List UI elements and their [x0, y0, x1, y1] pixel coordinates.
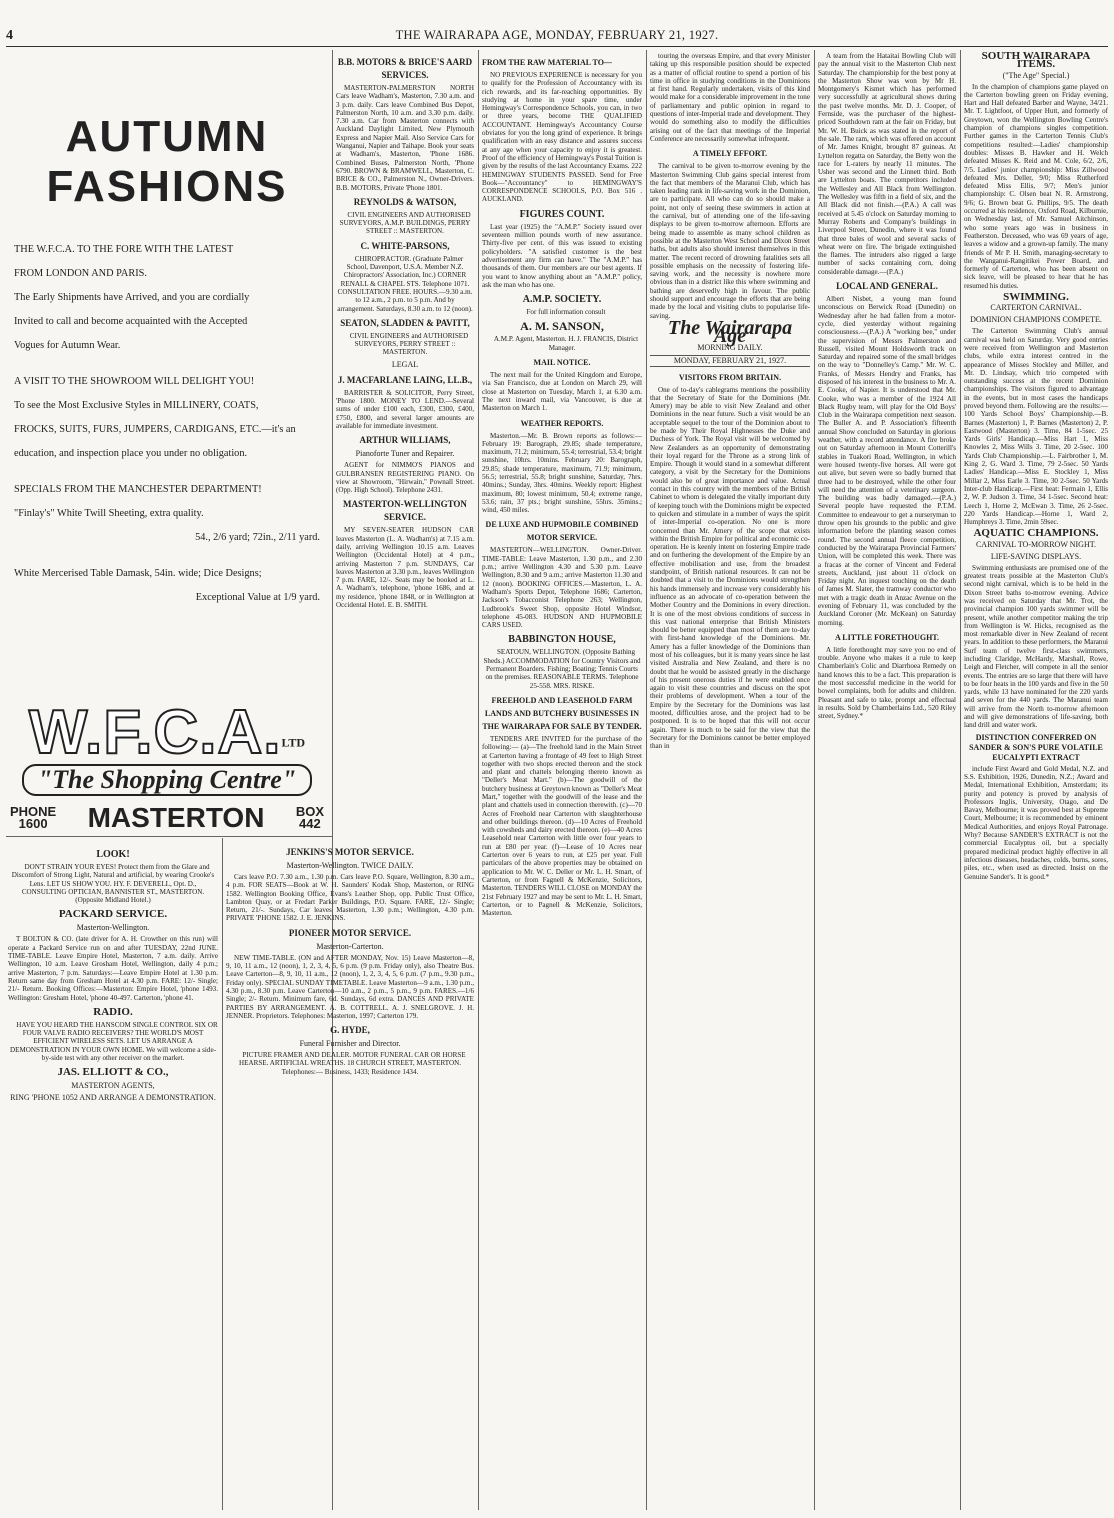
babbington-text: SEATOUN, WELLINGTON. (Opposite Bathing Sheds.) ACCOMMODATION for Country Visitors and Permanent Boarders. Fishing; Boating; Tennis Courts on the premises. REASONABLE TERMS. Telephone 25-558. MRS. RISKE. — [483, 648, 641, 690]
bb-text: MASTERTON-PALMERSTON NORTH Cars leave Wadham's, Masterton, 7.30 a.m. and 3 p.m. daily. Cars leave Combined Bus Depot, Palmerston North, 10 a.m. and 3.30 p.m. daily. 7.30 a.m. Car from Masterton connects with Auckland Daylight Limited, New Plymouth Express and Napier Mail. Also Service Cars for Wanganui, Napier and Taihape. Book your seats at Wadham's, Masterton, 'Phone 1686. Combined Buses, Palmerston North, 'Phone 6790. BROWN & BRAMWELL, Masterton, C. BRICE & CO., Palmerston N., Owner-Drivers. B.B. MOTORS, Private 'Phone 1801. — [336, 84, 474, 192]
ad-line: Exceptional Value at 1/9 yard. — [195, 592, 320, 603]
phone-label: PHONE — [10, 804, 57, 819]
swimming-sub1: CARTERTON CARNIVAL. — [990, 303, 1082, 313]
radio-heading: RADIO. — [93, 1005, 133, 1018]
swi-sub: ("The Age" Special.) — [1002, 70, 1070, 80]
column-divider — [478, 50, 479, 1510]
ad-line: To see the Most Exclusive Styles in MILLINERY, COATS, — [14, 400, 259, 411]
ad-line: 54., 2/6 yard; 72in., 2/11 yard. — [195, 532, 320, 543]
sanson-heading: A. M. SANSON, — [520, 319, 604, 334]
local-top-text: A team from the Hataitai Bowling Club will pay the annual visit to the Masterton Club next Saturday. The championship for the best pony at the Masterton Show was won by Mr H. Montgomery's Kismet which has performed very successfully at agricultural shows during the past twelve months. Mr. D. J. Cooper, of Fernside, was the purchaser of the highest-priced Southdown ram at the fair on Friday, but Mr. W. H. Buick as was stated in the report of the sale. The ram, which was offered on account of Mr. James Knight, brought 87 guineas. At Lyttelton regatta on Saturday, the Betty won the race for L-raters by nearly 11 minutes. The Usher was second and the Linnett third. Both are Lyttelton boats. The competitors included the Wellesley and All Black from Wellington. The Wellesley was fifth in a field of six, and the All Black did not finish.—(P.A.) A call was received at 5.45 o'clock on Saturday morning to Murray Roberts and Company's buildings in Liverpool Street, Dunedin, where it was found that three bales of wool and several sacks of wheat were on fire. The brigade extinguished the flames. The intruders also rigged a large number of sacks containing corn, doing considerable damage.—(P.A.) — [818, 52, 956, 276]
weather-heading: WEATHER REPORTS. — [520, 418, 604, 428]
figures-heading: FIGURES COUNT. — [519, 208, 605, 220]
amp-heading: A.M.P. SOCIETY. — [522, 294, 602, 306]
packard-text: T BOLTON & CO. (late driver for A. H. Crowther on this run) will operate a Packard Service run on and after TUESDAY, 22nd JUNE. TIME-TABLE. Leave Empire Hotel, Masterton, 7 a.m. daily. Arrive Wellington, 10 a.m. Leave Grosham Hotel, Wellington, daily 4 p.m.; arrive Masterton, 7 p.m. Saturdays:—Leave Empire Hotel at 1.30 p.m. Return same day from Gresham Hotel at 4.30 p.m. FARE: 12/- Single; 21/- Return. Booking Offices:—Masterton: Empire Hotel, 'phone 1493. Wellington: Gresham Hotel, 'phone 40-497. Carterton, 'phone 41. — [8, 935, 218, 1002]
radio-text: HAVE YOU HEARD THE HANSCOM SINGLE CONTROL SIX OR FOUR VALVE RADIO RECEIVERS? THE WORLD'S MOST EFFICIENT WIRELESS SETS. LET US ARRANGE A DEMONSTRATION IN YOUR OWN HOME. We will welcome a side-by-side test with any other receiver on the market. — [10, 1020, 218, 1063]
column-services-top — [336, 52, 474, 836]
ad-line: SPECIALS FROM THE MANCHESTER DEPARTMENT! — [14, 484, 262, 495]
arthur-text: AGENT for NIMMO'S PIANOS and GULBRANSEN REGISTERING PIANO. On view at Showroom, "Hirwain," Pownall Street. (Opp. High School). Telephone 2431. — [336, 461, 474, 495]
ad-line: Vogues for Autumn Wear. — [14, 340, 121, 351]
mw-text: MY SEVEN-SEATER HUDSON CAR leaves Masterton (L. A. Wadham's) at 7.15 a.m. daily, arriving Wellington 10.15 a.m. Leaves Wellington (Occidental Hotel) at 4 p.m., arriving Masterton 7 p.m. SUNDAYS, Car leaves Masterton at 3.30 p.m., leaves Wellington 7 p.m. FARE, 12/-. Seats may be booked at L. A. Wadham's, telephone, 'phone 1686, and at my residence, 'phone 1848, or in Wellington at Occidental Hotel. E. B. SMITH. — [336, 526, 474, 610]
visitors-heading: VISITORS FROM BRITAIN. — [678, 372, 782, 382]
jenkins-heading: JENKINS'S MOTOR SERVICE. — [286, 847, 414, 857]
freehold-text: TENDERS ARE INVITED for the purchase of the following:— (a)—The freehold land in the Main Street at Carterton having a frontage of 49 feet to High Street together with two shops erected thereon and the stock and plant and chattels belonging thereto known as "Deller's Meat Mart." (b)—The goodwill of the butchery business at Greytown known as "Deller's Meat Mart," together with the goodwill of the lease and the plant and chattels used in connection therewith. (c)—70 Acres of Freehold near Carterton with slaughterhouse and other buildings thereon. (d)—10 Acres of Freehold with cowsheds and dairy erected thereon. (e)—40 Acres Leasehold near Carterton with little over four years to run at £80 per year. (f)—Lease of 10 Acres near Carterton over 6 years to run, at £25 per year. Full particulars of the above properties may be obtained on application to Mr. W. C. Deller or Mr. L. H. Smart, of Carterton, or from Fagnell & McKenzie, Solicitors, Masterton. TENDERS WILL CLOSE on MONDAY the 21st February 1927 and may be sent to Mr. L. H. Smart, Carterton, or to Pagnell & McKenzie, Solicitors, Masterton. — [482, 734, 642, 918]
ad-line: "Finlay's" White Twill Sheeting, extra quality. — [14, 508, 204, 519]
swimming-sub2: DOMINION CHAMPIONS COMPETE. — [970, 315, 1102, 325]
ad-line: A VISIT TO THE SHOWROOM WILL DELIGHT YOU! — [14, 376, 255, 387]
ad-line: White Mercerised Table Damask, 54in. wide; Dice Designs; — [14, 568, 262, 579]
legal-label: LEGAL — [391, 359, 419, 369]
little-text: A little forethought may save you no end of trouble. Anyone who makes it a rule to keep Chamberlain's Colic and Diarrhoea Remedy on hand knows this to be a fact. This preparation is the most successful medicine in the world for bowel complaints, both for adults and children. Pleasant and safe to take, prompt and effectual in results. Sold by Chamberlains Ltd., 520 Riley street, Sydney.* — [818, 645, 956, 721]
box-label: BOX — [295, 804, 324, 819]
column-divider — [222, 838, 223, 1510]
aquatic-sub2: LIFE-SAVING DISPLAYS. — [990, 551, 1082, 561]
aquatic-text: Swimming enthusiasts are promised one of the greatest treats possible at the Masterton Club's second night carnival, which is to be held in the Dixon Street baths to-morrow evening. Advice was received on Saturday that Mr. Trot, the provincial champion 100 yards swimmer will be present, while another competitor making the trip from Wellington is W. Hicks, recognised as the most remarkable diver in New Zealand of recent years. In addition to these performers, the Maranui Surf team of twelve first-class swimmers, including Claridge, McHardy, Marshall, Rowe, Leigh and Fletcher, will compete in all the senior events. The entries are so large that there will have to be four heats in the 100 yards and five in the 50 yards, while 13 have nominated for the 220 yards and seven for the 440 yards. The Maranui team will arrive from the North to-morrow afternoon and will give demonstrations of life-saving, both land drill and water work. — [964, 563, 1108, 730]
ad-title: FASHIONS — [46, 162, 288, 211]
timely-heading: A TIMELY EFFORT. — [692, 149, 768, 159]
arthur-heading: ARTHUR WILLIAMS, — [359, 435, 451, 446]
deluxe-heading: DE LUXE AND HUPMOBILE COMBINED MOTOR SERVICE. — [485, 520, 639, 543]
ad-line: FROM LONDON AND PARIS. — [14, 268, 147, 279]
page-number: 4 — [6, 28, 13, 43]
hyde-sub: Funeral Furnisher and Director. — [299, 1039, 401, 1049]
mail-heading: MAIL NOTICE. — [533, 358, 591, 368]
hyde-heading: G. HYDE, — [330, 1025, 370, 1036]
ad-line: FROCKS, SUITS, FURS, JUMPERS, CARDIGANS, ETC.—it's an — [14, 424, 296, 435]
ad-line: The Early Shipments have Arrived, and you are cordially — [14, 292, 250, 303]
seaton-heading: SEATON, SLADDEN & PAVITT, — [340, 317, 470, 328]
mail-text: The next mail for the United Kingdom and Europe, via San Francisco, due at London on March 29, will close at Masterton on Tuesday, March 1, at 6.30 a.m. The next inward mail, via Vancouver, is due at Masterton on March 1. — [482, 371, 642, 413]
nameplate-title: The Wairarapa Age — [667, 316, 793, 348]
local-text: Albert Nisbet, a young man found unconscious on Berwick Road (Dunedin) on Wednesday after he had fallen from a motor-cycle, died yesterday without regaining consciousness.—(P.A.) A "working bee," under the supervision of Messrs Palmerston and Russell, visited Mount Holdsworth track on Saturday and repaired some of the small bridges on the way to "Donnelley's Camp." Mr. W. C. Franks, of Messrs Hendry and Franks, has disposed of his interest in the business to Mr. A. E. Cooke, of Napier. It is understood that Mr. Cooke, who was a member of the 1924 All Black Rugby team, will play for the Old Boys' Club in the Wairarapa competition next season. The Buller A. and P. Association's fifteenth annual Show concluded on Saturday in glorious weather, with a record attendance. A fire broke out on Saturday afternoon in Mount Cotterill's stables in Tuakori Road, Wellington, in which were housed twenty-five horses. All were got out alive, but seven were so badly burned that three had to be destroyed, while the other four will need the attention of a veterinary surgeon. The building was badly damaged.—(P.A.) Several people have requested the P.T.M. Committee to endeavour to get a nurseryman to throw open his grounds to the public and give information before the planting season comes round. The second annual fleece competition, conducted by the Wairarapa Provincial Farmers' Union, will be completed this week. There was a fracas at the corner of Vincent and Federal streets, Auckland, just about 11 o'clock on Friday night. An inquest touching on the death of James M. Slater, the tramway conductor who met with a tragic death in Anzac Avenue on the evening of February 11, was concluded by the Auckland Coroner (Mr. McKean) on Saturday morning. — [818, 295, 956, 627]
masthead-rule — [6, 46, 1108, 47]
little-heading: A LITTLE FORETHOUGHT. — [834, 632, 940, 642]
jenkins-text: Cars leave P.O. 7.30 a.m., 1.30 p.m. Cars leave P.O. Square, Wellington, 8.30 a.m., 4 p.m. FOR SEATS—Book at W. H. Saunders' Kodak Shop, Masterton, or RING 1582. Wellington Booking Office, Evans's Leather Shop, opp. Public Trust Office, Lambton Quay, or at Fredart Parker Buildings, P.O. Square. FARE, 12/- Single; Return, 21/-. Sundays, Car leaves Masterton, 1.30 p.m.; Wellington, 4.30 p.m. PRIVATE 'PHONE 1582. J. E. JENKINS. — [226, 873, 474, 923]
deluxe-text: MASTERTON—WELLINGTON. Owner-Driver. TIME-TABLE: Leave Masterton, 1.30 p.m., and 2.30 p.m.; arrive Wellington 4.30 and 5.30 p.m. Leave Wellington, 8.30 and 9 a.m.; arrive Masterton 11.30 and 12 (noon). BOOKING OFFICES.—Masterton, L. A. Wadham's Sports Depot, Telephone 1686; Carterton, Jackson's Tobacconist Telephone 263; Wellington, Ludbrook's Sweet Shop, opposite Hotel Windsor, telephone 45-083. HUDSON AND HUPMOBILE CARS USED. — [482, 546, 642, 630]
wfca-tagline: "The Shopping Centre" — [22, 764, 313, 796]
wfca-name: W.F.C.A. — [28, 698, 282, 767]
bb-heading: B.B. MOTORS & BRICE'S AARD SERVICES. — [337, 57, 473, 80]
phone-number: 1600 — [18, 816, 48, 831]
reynolds-heading: REYNOLDS & WATSON, — [353, 196, 457, 207]
sanson-text: A.M.P. Agent, Masterton. H. J. FRANCIS, District Manager. — [493, 335, 639, 352]
macfarlane-text: BARRISTER & SOLICITOR, Perry Street, 'Phone 1800. MONEY TO LEND.—Several sums of under £100 each, £300, £300, £400, £750, £800, and several larger amounts are available for immediate investment. — [336, 388, 474, 430]
box-number: 442 — [299, 816, 321, 831]
pioneer-heading: PIONEER MOTOR SERVICE. — [288, 927, 412, 938]
from-heading: FROM THE RAW MATERIAL TO— — [482, 58, 612, 67]
paper-title: THE WAIRARAPA AGE, MONDAY, FEBRUARY 21, 1927. — [395, 28, 719, 42]
sander-text: include First Award and Gold Medal, N.Z. and S.S. Exhibition, 1926, Dunedin, N.Z.; Award and Medal, International Exhibition, Amsterdam; its purity and potency is proved by analysis of Professors Inglis, University, Otago, and De Bavay, Melbourne; it was proved best at Supreme Court, Melbourne; it is recommended by eminent Medical Authorities, and enjoys Royal Patronage. Why? Because SANDER'S EXTRACT is not the commercial Eucalyptus oil, but a specially prepared medicinal product highly effective in all infectious diseases, headaches, colds, burns, sores, piles, etc., when used as directed. Insist on the Genuine Sander's. It is good.* — [964, 764, 1108, 881]
column-classifieds-left — [8, 844, 218, 1508]
elliott-ring: RING 'PHONE 1052 AND ARRANGE A DEMONSTRATION. — [10, 1093, 216, 1103]
timely-text: The carnival to be given to-morrow evening by the Masterton Swimming Club gains special interest from the fact that members of the Maranui Club, which has taken leading rank in life-saving work in the Dominion, are to participate. All who can do so should make a point, not only of seeing these swimmers in action at the carnival, but of attending one of the life-saving displays to be given to-morrow afternoon. Efforts are being made to assemble as many school children as possible at the Masterton West School and Dixon Street baths, but adults also should interest themselves in this matter. The recent record of drowning fatalities sets all possible emphasis on the necessity of fostering life-saving work, and the necessity is nowhere more obvious than in a district like this where swimming and bathing are deservedly high in favour. The public should support and encourage the efforts that are being made by the local and visiting clubs to popularise life-saving. — [650, 162, 810, 320]
column-divider — [960, 50, 961, 1510]
swi-heading: SOUTH WAIRARAPA ITEMS. — [981, 52, 1091, 71]
packard-sub: Masterton-Wellington. — [76, 923, 150, 933]
column-local — [818, 52, 956, 1508]
sander-heading: DISTINCTION CONFERRED ON SANDER & SON'S PURE VOLATILE EUCALYPTI EXTRACT — [969, 732, 1103, 762]
look-heading: LOOK! — [96, 849, 130, 860]
paper-nameplate — [650, 316, 810, 367]
column-notices — [482, 52, 642, 1508]
ad-title: AUTUMN — [65, 112, 269, 161]
column-editorial — [650, 52, 810, 1508]
reform-text: touring the overseas Empire, and that every Minister taking up this responsible position should be expected as a matter of official routine to spend a portion of his time in office in studying conditions in the Dominions at first hand. Regularly undertaken, visits of this kind would make for a considerable improvement in the tone of parliamentary and public opinion in regard to questions of inter-Imperial trade and development. They would do something also to modify the difficulties arising out of the fact that meetings of the Imperial Conference are necessarily somewhat infrequent. — [650, 52, 810, 143]
white-heading: C. WHITE-PARSONS, — [360, 240, 450, 251]
elliott-heading: JAS. ELLIOTT & CO., — [57, 1066, 169, 1079]
wfca-ltd: LTD — [281, 735, 306, 750]
weather-text: Masterton.—Mr. B. Brown reports as follows:— February 19: Barograph, 29.85; shade temperature, maximum, 71.2; minimum, 55.4; terrestrial, 53.4; bright sunshine, 10hrs. 10mins. February 20: Barograph, 29.85; shade temperature, maximum, 71.9; minimum, 56.5; terrestrial, 55.8; bright sunshine, Saturday, 7hrs. 40mins.; Sunday, 3hrs. 40mins. Weekly report: Highest maximum, 80; lowest minimum, 50.4; extreme range, 53.6; rain, 37 pts.; bright sunshine, 55hrs. 35mins.; wind, 450 miles. — [482, 431, 642, 515]
swi-text: In the champion of champions game played on the Carterton bowling green on Friday evening, Hart and Hall defeated Barber and Wayne, 34/21. Mr. T. Lightfoot, of Upper Hutt, and formerly of Greytown, won the Wellington Bowling Centre's champion of champions singles competition. Further games in the Carterton Tennis Club's competitions resulted:—Ladies' championship doubles: Misses B. Hawker and H. Welch defeated Misses K. Reid and M. Cole, 6/2, 2/6, 7/5. Ladies' junior championship: Miss Zillwood defeated Mrs. Deller, 9/0; Miss Rutherford defeated Miss Ellis, 9/7; Men's junior championship: C. Olsen beat N. R. Armstrong, 9/6; G. Brown beat G. Phillips, 9/5. The death occurred at his residence, Oxford Road, Kilburnie, on Wednesday last, of Mr. Samuel Aitchinson, who some years ago was in business in Featherston. Deceased, who was 69 years of age, leaves a widow and a grown-up family. The many friends of Mr P. H. Smith, managing-secretary to the Wanganui-Rangitikei Power Board, and formerly of Carterton, who has been absent on sick leave, will be pleased to hear that he has resumed his duties. — [964, 82, 1108, 290]
aquatic-sub1: CARNIVAL TO-MORROW NIGHT. — [975, 539, 1097, 549]
from-text: NO PREVIOUS EXPERIENCE is necessary for you to qualify for the Profession of Accountancy with its rich rewards, and its far-reaching opportunities. By studying at home in your spare time, under Hemingway's Correspondence Schools, you can, in two or three years, become THE QUALIFIED ACCOUNTANT. Hemingway's Accountancy Course obviates for you the long grind of experience. It brings qualification with an easy distance and assures success at any age when your capacity to enjoy it is greatest. Proof of the efficiency of Hemingway's Postal Tuition is given by the results of the last Accountancy Exams. 222 HEMINGWAY STUDENTS PASSED. Send for Free Book—"Accountancy" to HEMINGWAY'S CORRESPONDENCE SCHOOLS, P.O. Box 516 . AUCKLAND. — [482, 71, 642, 204]
swimming-heading: SWIMMING. — [1003, 291, 1069, 304]
nameplate-sub: MORNING DAILY. — [697, 342, 763, 352]
babbington-heading: BABBINGTON HOUSE, — [508, 634, 616, 646]
nameplate-date: MONDAY, FEBRUARY 21, 1927. — [650, 355, 810, 367]
ad-line: THE W.F.C.A. TO THE FORE WITH THE LATEST — [14, 244, 234, 255]
column-sport — [964, 52, 1108, 1508]
jenkins-sub: Masterton-Wellington. TWICE DAILY. — [286, 861, 414, 870]
visitors-text: One of to-day's cablegrams mentions the possibility that the Secretary of State for the Dominions (Mr. Amery) may be able to visit New Zealand and other Dominions in the near future. Such a visit would be an acceptable sequel to the tour of the Dominion about to be made by Their Royal Highnesses the Duke and Duchess of York. The Royal visit will be welcomed by New Zealanders as an opportunity of demonstrating their loyal regard for the Throne as a strong link of Empire. Though it would stand in a somewhat different category, a visit by the Secretary for the Dominions would also be of great importance and value. Actual contact in this country with the members of the British Cabinet to whom is delegated the vitally important duty of keeping touch with the Dominions might be expected to quicken and stimulate in a number of ways the spirit of inter-Imperial co-operation. No one is more concerned than Mr. Amery of the scope that exists within the British Empire for political and economic co-operation. He is keenly intent on fostering Empire trade and on furthering the development of the Empire by an effective mobilisation and use, from the broadest standpoint, of British national resources. It can not be doubted that a visit to the Dominions would strengthen his hands immensely and increase very considerably his influence as an advocate of co-operation between the Mother Country and the Dominions in every direction. It is one of the most obvious conditions of success in this vast national enterprise that British Ministers should be better equipped than most of them are to-day with first-hand knowledge of the Dominions. Mr. Amery has a fuller knowledge of the Dominions than most of his colleagues, but it is many years since he last visited Australia and New Zealand, and there is no doubt that he would be assisted greatly in the discharge of his present onerous duties if he were enabled once again to visit these countries and discuss on the spot their problems of development. When a tour of the Empire by the Secretary for the Dominions was last mooted, difficulties arose, and the project had to be postponed. It is to be hoped that this will not occur again. There is much to be said for the view that the Secretary for the Dominions cannot be better employed than in — [650, 385, 810, 751]
ad-line: Invited to call and become acquainted with the Accepted — [14, 316, 248, 327]
figures-text: Last year (1925) the "A.M.P." Society issued over seventeen million pounds worth of new assurance. Thirty-five per cent. of this was issued to existing policyholders. "A satisfied customer is the best advertisement any firm can have." The "A.M.P." has thousands of them. Our members are our best agents. If you want to know anything about an "A.M.P." policy, ask the man who has one. — [482, 222, 642, 289]
macfarlane-heading: J. MACFARLANE LAING, LL.B., — [337, 374, 473, 385]
freehold-heading: FREEHOLD AND LEASEHOLD FARM LANDS AND BUTCHERY BUSINESSES IN THE WAIRARAPA FOR SALE BY TENDER. — [482, 695, 642, 731]
elliott-sub: MASTERTON AGENTS, — [71, 1081, 155, 1091]
aquatic-heading: AQUATIC CHAMPIONS. — [973, 527, 1099, 540]
pioneer-text: NEW TIME-TABLE. (ON and AFTER MONDAY, Nov. 15) Leave Masterton—8, 9, 10, 11 a.m., 12 (noon), 1, 2, 3, 4, 5, 6 p.m. (9 p.m. Friday only), also Theatre Bus. Leave Carterton—8, 9, 10, 11 a.m., 12 (noon), 1, 2, 3, 4, 5, 6 p.m. (7 p.m., 9.30 p.m., Friday only). SPECIAL SUNDAY TIMETABLE. Leave Masterton—9 a.m., 1.30 p.m., 4.30 p.m., 8.30 p.m. Leave Carterton—10 a.m., 2 p.m., 5 p.m., 9 p.m. FARES.—1/6 Single; 2/- Return. Minimum fare, 6d. Sundays, 6d extra. DANCES AND PRIVATE PARTIES BY ARRANGEMENT. A. B. COTTRELL. A. J. SNELGROVE. J. H. JENNER. Proprietors. Telephones: Masterton, 1997; Carterton 179. — [226, 953, 474, 1020]
arthur-sub: Pianoforte Tuner and Repairer. — [355, 449, 455, 459]
local-heading: LOCAL AND GENERAL. — [836, 281, 938, 292]
white-text: CHIROPRACTOR. (Graduate Palmer School, Davenport, U.S.A. Member N.Z. Chiropractors' Association, Inc.) CORNER RENALL & CHAPEL STS. Telephone 1071. CONSULTATION FREE. HOURS.—9.30 a.m. to 12 a.m., 2 p.m. to 5 p.m. And by arrangement. Saturdays, 8.30 a.m. to 12 (noon). — [337, 254, 473, 313]
column-divider — [646, 50, 647, 1510]
pioneer-sub: Masterton-Carterton. — [316, 941, 384, 951]
column-divider — [814, 50, 815, 1510]
seaton-text: CIVIL ENGINEERS and AUTHORISED SURVEYORS, PERRY STREET :: MASTERTON. — [349, 331, 469, 357]
mw-heading: MASTERTON-WELLINGTON SERVICE. — [343, 499, 467, 523]
hyde-text: PICTURE FRAMER AND DEALER. MOTOR FUNERAL CAR OR HORSE HEARSE. ARTIFICIAL WREATHS. 18 CHURCH STREET, MASTERTON. Telephones:— Business, 1433; Residence 1434. — [239, 1051, 466, 1076]
packard-heading: PACKARD SERVICE. — [58, 908, 168, 921]
amp-text: For full information consult — [526, 308, 606, 317]
masthead — [0, 28, 1114, 48]
wfca-town: MASTERTON — [87, 802, 265, 833]
swimming-text: The Carterton Swimming Club's annual carnival was held on Saturday. Very good entries were received from Wellington and Masterton clubs, while extra interest centred in the appearance of Misses Stockley and Miller, and Mr. D. Lindsay, which trio competed with outstanding success at the recent Dominion championships. The visitors figured to advantage in the events, but in most cases the handicaps proved beyond them. Following are the results:— 100 Yards School Boys' Championship.—B. Barnes (Masterton) 1, P. Barnes (Masterton) 2, P. Eastwood (Masterton) 3. Time, 84 1-5sec. 25 Yards Girls' Handicap.—Miss Hart 1, Miss Knowles 2, Miss Wills 3. Time, 20 2-5sec. 100 Yards Club Championship.—L. Fairbrother 1, M. King 2, G. Ward 3. Time, 79 2-5sec. 50 Yards Ladies' Handicap.—Miss E. Stockley 1, Miss Millar 2, Miss Earle 3. Time, 30 2-5sec. 50 Yards Inter-club Handicap.—First heat: Fermain 1, Ellis 2, W. P. Judson 3. Time, 34 1-5sec. Second heat: Leech 1, Horne 2, McEwan 3. Time, 26 2-5sec. 220 Yards Handicap.—Horne 1, Ward 2, Humphreys 3. Time, 2min 59sec. — [964, 327, 1108, 527]
look-text: DON'T STRAIN YOUR EYES! Protect them from the Glare and Discomfort of Strong Light, Natural and artificial, by wearing Crooke's Lens. LET US SHOW YOU. HY. F. DEVERELL, Opt. D., CONSULTING OPTICIAN, BANNISTER ST., MASTERTON. (Opposite Midland Hotel.) — [11, 863, 215, 905]
ad-line: education, and inspection place you under no obligation. — [14, 448, 248, 459]
reynolds-text: CIVIL ENGINEERS AND AUTHORISED SURVEYORS, A.M.P. BUILDINGS, PERRY STREET :: MASTERTON. — [339, 210, 471, 236]
column-services-bottom — [226, 842, 474, 1508]
